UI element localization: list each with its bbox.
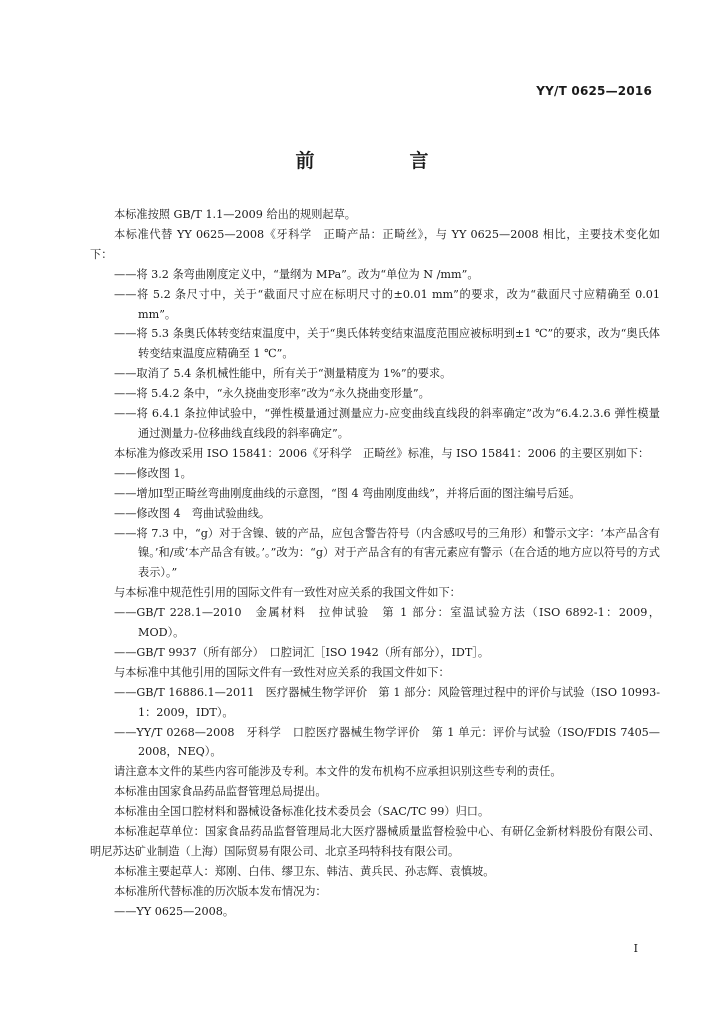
paragraph: 本标准代替 YY 0625—2008《牙科学 正畸产品：正畸丝》，与 YY 0625—2008 相比，主要技术变化如下： xyxy=(90,227,660,261)
list-item: ——GB/T 228.1—2010 金属材料 拉伸试验 第 1 部分：室温试验方法（ISO 6892-1：2009，MOD）。 xyxy=(114,606,660,640)
list-item: ——修改图 4 弯曲试验曲线。 xyxy=(114,506,271,520)
paragraph: 本标准为修改采用 ISO 15841：2006《牙科学 正畸丝》标准，与 ISO 15841：2006 的主要区别如下： xyxy=(114,446,650,460)
list-item: ——GB/T 16886.1—2011 医疗器械生物学评价 第 1 部分：风险管理过程中的评价与试验（ISO 10993-1：2009，IDT）。 xyxy=(114,685,660,719)
list-item: ——将 5.3 条奥氏体转变结束温度中，关于“奥氏体转变结束温度范围应被标明到±1 ℃”的要求，改为“奥氏体转变结束温度应精确至 1 ℃”。 xyxy=(114,327,660,361)
list-item: ——将 7.3 中，“g）对于含镍、铍的产品，应包含警告符号（内含感叹号的三角形）和警示文字：‘本产品含有镍。’和/或‘本产品含有铍。’。”改为：“g）对于产品含有的有害元素应有警示（在合适的地方应以符号的方式表示）。” xyxy=(114,526,660,580)
list-item: ——将 5.2 条尺寸中，关于“截面尺寸应在标明尺寸的±0.01 mm”的要求，改为“截面尺寸应精确至 0.01 mm”。 xyxy=(114,287,660,321)
paragraph: 本标准由国家食品药品监督管理总局提出。 xyxy=(114,785,327,799)
list-item: ——取消了 5.4 条机械性能中，所有关于“测量精度为 1%”的要求。 xyxy=(114,367,452,381)
list-item: ——修改图 1。 xyxy=(114,466,192,480)
paragraph: 与本标准中其他引用的国际文件有一致性对应关系的我国文件如下： xyxy=(114,665,450,679)
list-item: ——将 3.2 条弯曲刚度定义中，“量纲为 MPa”。改为“单位为 N /mm”。 xyxy=(114,267,479,281)
paragraph: 请注意本文件的某些内容可能涉及专利。本文件的发布机构不应承担识别这些专利的责任。 xyxy=(114,765,562,779)
list-item: ——增加Ⅰ型正畸丝弯曲刚度曲线的示意图，“图 4 弯曲刚度曲线”，并将后面的图注编号后延。 xyxy=(114,486,581,500)
paragraph: 本标准按照 GB/T 1.1—2009 给出的规则起草。 xyxy=(114,208,356,221)
list-item: ——将 6.4.1 条拉伸试验中，“弹性模量通过测量应力-应变曲线直线段的斜率确定”改为“6.4.2.3.6 弹性模量通过测量力-位移曲线直线段的斜率确定”。 xyxy=(114,407,660,440)
paragraph: 本标准由全国口腔材料和器械设备标准化技术委员会（SAC/TC 99）归口。 xyxy=(114,805,490,819)
list-item: ——将 5.4.2 条中，“永久挠曲变形率”改为“永久挠曲变形量”。 xyxy=(114,387,430,401)
paragraph: 本标准所代替标准的历次版本发布情况为： xyxy=(114,884,327,898)
paragraph: 本标准主要起草人：郑刚、白伟、缪卫东、韩洁、黄兵民、孙志辉、袁慎坡。 xyxy=(114,864,495,878)
paragraph: 本标准起草单位：国家食品药品监督管理局北大医疗器械质量监督检验中心、有研亿金新材料股份有限公司、明尼苏达矿业制造（上海）国际贸易有限公司、北京圣玛特科技有限公司。 xyxy=(90,825,660,858)
page-number: I xyxy=(633,942,638,955)
page-title: 前 言 xyxy=(295,150,467,172)
list-item: ——GB/T 9937（所有部分） 口腔词汇［ISO 1942（所有部分），IDT］。 xyxy=(114,645,490,659)
foreword-body xyxy=(90,205,660,922)
list-item: ——YY/T 0268—2008 牙科学 口腔医疗器械生物学评价 第 1 单元：评价与试验（ISO/FDIS 7405—2008，NEQ）。 xyxy=(114,725,660,759)
paragraph: 与本标准中规范性引用的国际文件有一致性对应关系的我国文件如下： xyxy=(114,586,461,600)
list-item: ——YY 0625—2008。 xyxy=(114,904,235,918)
standard-code: YY/T 0625—2016 xyxy=(536,84,652,98)
